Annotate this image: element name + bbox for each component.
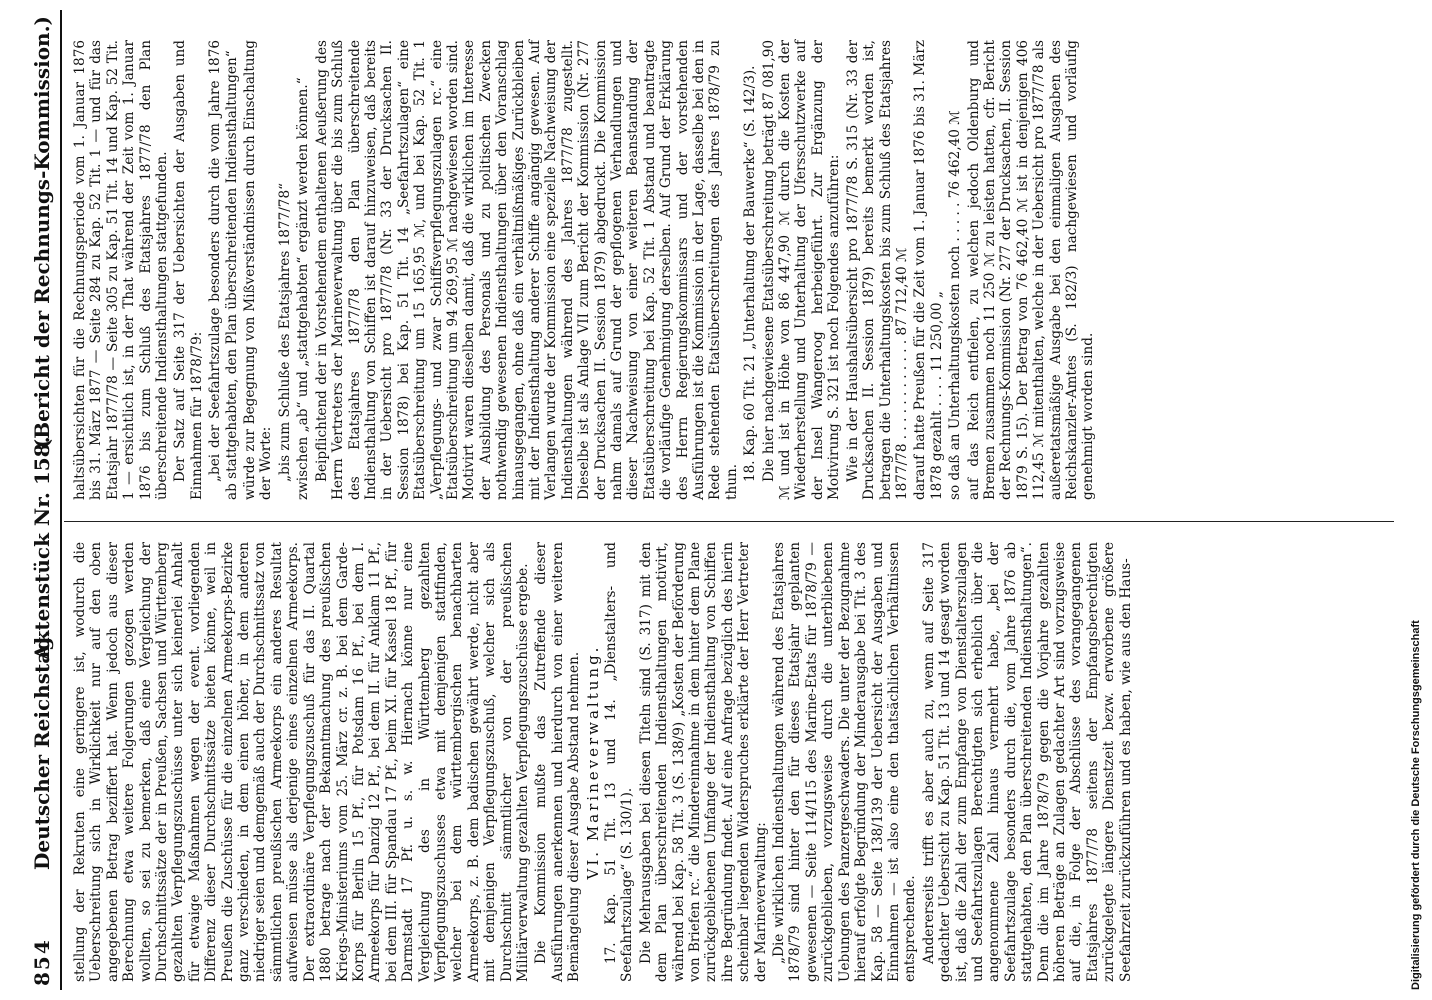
paragraph: stellung der Rekruten eine geringere ist, wodurch die Ueberschreitung sich in Wirklichkeit nur auf den oben angegebenen Betrag beziffert hat. Wenn jedoch aus dieser Berechnung etwa weitere Folgerungen gezogen werden wollten, so sei zu bemerken, daß eine Vergleichung der Durchschnittssätze der in Preußen, Sachsen und Württemberg gezahlten Verpflegungszuschüsse unter sich keinerlei Anhalt für etwaige Maßnahmen wegen der event. vorliegenden Differenz dieser Durchschnittssätze bieten könne, weil in Preußen die Zuschüsse für die einzelnen Armeekorps-Bezirke ganz verschieden, in dem einen höher, in dem anderen niedriger seien und demgemäß auch der Durchschnittssatz von sämmtlichen preußischen Armeekorps ein anderes Resultat aufweisen müsse als derjenige eines einzelnen Armeekorps. Der extraordinäre Verpflegungszuschuß für das II. Quartal 1880 betrage nach der Bekanntmachung des preußischen Kriegs-Ministeriums vom 25. März cr. z. B. bei dem Garde-Korps für Berlin 15 Pf., für Potsdam 16 Pf., bei dem I. Armeekorps für Danzig 12 Pf., bei dem II. für Anklam 11 Pf., bei dem III. für Spandau 17 Pf., beim XI. für Kassel 18 Pf., für Darmstadt 17 Pf. u. s. w. Hiernach könne nur eine Vergleichung des in Württemberg gezahlten Verpflegungszuschusses etwa mit demjenigen stattfinden, welcher bei dem württembergischen benachbarten Armeekorps, z. B. dem badischen gewährt werde, nicht aber mit demjenigen Verpflegungszuschuß, welcher sich als Durchschnitt sämmtlicher von der preußischen Militärverwaltung gezahlten Verpflegungszuschüsse ergebe. xyxy=(72,542,531,982)
paragraph: haltsübersichten für die Rechnungsperiode vom 1. Januar 1876 bis 31. März 1877 — Seite 284 zu Kap. 52 Tit. 1 — und für das Etatsjahr 1877/78 — Seite 305 zu Kap. 51 Tit. 14 und Kap. 52 Tit. 1 — ersichtlich ist, in der That während der Zeit vom 1. Januar 1876 bis zum Schluß des Etatsjahres 1877/78 den Plan überschreitende Indiensthaltungen stattgefunden. xyxy=(72,40,171,500)
section-title: (Bericht der Rechnungs-Kommission.) xyxy=(30,16,54,449)
paragraph: Beipflichtend der in Vorstehendem enthaltenen Aeußerung des Herrn Vertreters der Marineverwaltung über die bis zum Schluß des Etatsjahres 1877/78 den Plan überschreitende Indiensthaltung von Schiffen ist darauf hinzuweisen, daß bereits in der Uebersicht pro 1877/78 (Nr. 33 der Drucksachen II. Session 1878) bei Kap. 51 Tit. 14 „Seefahrtszulagen“ eine Etatsüberschreitung um 15 165,95 ℳ, und bei Kap. 52 Tit. 1 „Verpflegungs- und zwar Schiffsverpflegungszulagen rc.“ eine Etatsüberschreitung um 94 269,95 ℳ nachgewiesen worden sind. Motivirt waren dieselben damit, daß die wirklichen im Interesse der Ausbildung des Personals und zu politischen Zwecken nothwendig gewesenen Indiensthaltungen über den Voranschlag hinausgegangen, ohne daß ein verhältnißmäßiges Zurückbleiben mit der Indiensthaltung anderer Schiffe angängig gewesen. Auf Verlangen wurde der Kommission eine spezielle Nachweisung der Indiensthaltungen während des Jahres 1877/78 zugestellt. Dieselbe ist als Anlage VII zum Bericht der Kommission (Nr. 277 der Drucksachen II. Session 1879) abgedruckt. Die Kommission nahm damals auf Grund der gepflogenen Verhandlungen und dieser Nachweisung von einer weiteren Beanstandung der Etatsüberschreitung bei Kap. 52 Tit. 1 Abstand und beantragte die vorläufige Genehmigung derselben. Auf Grund der Erklärung des Herrn Regierungskommissars und der vorstehenden Ausführungen ist die Kommission in der Lage, dasselbe bei den in Rede stehenden Etatsüberschreitungen des Jahres 1878/79 zu thun. xyxy=(313,40,740,500)
page-header xyxy=(26,10,62,990)
funding-text: Digitalisierung gefördert durch die Deutsche Forschungsgemeinschaft xyxy=(1410,620,1422,990)
funding-footer xyxy=(1408,0,1428,1000)
paragraph: zwischen „ab“ und „stattgehabten“ ergänzt werden können.“ xyxy=(295,77,312,500)
left-column xyxy=(72,542,1136,982)
right-column xyxy=(72,40,1099,500)
paragraph: Der Satz auf Seite 317 der Uebersichten der Ausgaben und Einnahmen für 1878/79: xyxy=(172,40,205,500)
quote: „bis zum Schluße des Etatsjahres 1877/78“ xyxy=(276,182,293,482)
ledger-line: so daß an Unterhaltungskosten noch . . . . . 76 462,40 ℳ xyxy=(947,110,964,500)
paragraph: „Die wirklichen Indiensthaltungen während des Etatsjahres 1878/79 sind hinter den für dieses Etatsjahr geplanten gewesenen — Seite 114/115 des Marine-Etats für 1878/79 — zurückgeblieben, vorzugsweise durch die unterbliebenen Uebungen des Panzergeschwaders. Die unter der Bezugnahme hierauf erfolgte Begründung der Minderausgabe bei Tit. 3 des Kap. 58 — Seite 138/139 der Uebersicht der Ausgaben und Einnahmen — ist also eine den thatsächlichen Verhältnissen entsprechende. xyxy=(771,542,919,982)
paragraph: Wie in der Haushaltsübersicht pro 1877/78 S. 315 (Nr. 33 der Drucksachen II. Session 1879) bereits bemerkt worden ist, betragen die Unterhaltungskosten bis zum Schluß des Etatsjahres 1877/78 . . . . . . . . . . . . 87 712,40 ℳ xyxy=(844,40,910,500)
paragraph: Die Kommission mußte das Zutreffende dieser Ausführungen anerkennen und hierdurch von einer weiteren Bemängelung dieser Ausgabe Abstand nehmen. xyxy=(533,542,583,982)
document-number: Aktenstück Nr. 158. xyxy=(30,436,54,660)
section-heading: VI. Marineverwaltung. xyxy=(583,644,602,880)
item-heading: 18. Kap. 60 Tit. 21 „Unterhaltung der Bauwerke“ (S. 142/3). xyxy=(742,65,759,482)
paragraph: auf das Reich entfielen, zu welchen jedoch Oldenburg und Bremen zusammen noch 11 250 ℳ zu leisten hatten, cfr. Bericht der Rechnungs-Kommission (Nr. 277 der Drucksachen, II. Session 1879 S. 15). Der Betrag von 76 462,40 ℳ ist in denjenigen 406 112,45 ℳ mitenthalten, welche in der Uebersicht pro 1877/78 als außeretatsmäßige Ausgabe bei den einmaligen Ausgaben des Reichskanzler-Amtes (S. 182/3) nachgewiesen und vorläufig genehmigt worden sind. xyxy=(965,40,1097,500)
paragraph: Die hier nachgewiesene Etatsüberschreitung beträgt 87 081,90 ℳ und ist in Höhe von 86 447,90 ℳ durch die Kosten der Wiederherstellung und Unterhaltung der Ufersschutzwerke auf der Insel Wangeroog herbeigeführt. Zur Ergänzung der Motivirung S. 321 ist noch Folgendes anzuführen: xyxy=(760,40,843,500)
publication-title: Deutscher Reichstag. xyxy=(30,629,54,870)
paragraph: Andererseits trifft es aber auch zu, wenn auf Seite 317 gedachter Uebersicht zu Kap. 51 Tit. 13 und 14 gesagt worden ist, daß die Zahl der zum Empfange von Dienstalterszulagen und Seefahrtszulagen Berechtigten sich erheblich über die angenommene Zahl hinaus vermehrt habe, „bei der Seefahrtszulage besonders durch die, vom Jahre 1876 ab stattgehabten, den Plan überschreitenden Indiensthaltungen“. Denn die im Jahre 1878/79 gegen die Vorjahre gezahlten höheren Beträge an Zulagen gedachter Art sind vorzugsweise auf die, in Folge der Abschlüsse des vorangegangenen Etatsjahres 1877/78 seitens der Empfangsberechtigten zurückgelegte längere Dienstzeit bezw. erworbene größere Seefahrzeit zurückzuführen und es haben, wie aus den Haus- xyxy=(920,542,1134,982)
ledger-line: darauf hatte Preußen für die Zeit vom 1. Januar 1876 bis 31. März 1878 gezahlt . . . . 11 250,00 „ xyxy=(912,40,945,500)
newspaper-page xyxy=(20,10,1420,990)
paragraph: Die Mehrausgaben bei diesen Titeln sind (S. 317) mit den dem Plan überschreitenden Indiensthaltungen motivirt, während bei Kap. 58 Tit. 3 (S. 138/9) „Kosten der Beförderung von Briefen rc.“ die Mindereinnahme in dem hinter dem Plane zurückgebliebenen Umfange der Indiensthaltung von Schiffen ihre Begründung findet. Auf eine Anfrage bezüglich des hierin scheinbar liegenden Widerspruches erklärte der Herr Vertreter der Marineverwaltung: xyxy=(637,542,769,982)
item-heading: 17. Kap. 51 Tit. 13 und 14. „Dienstalters- und Seefahrtszulage“ (S. 130/1). xyxy=(603,542,636,982)
page-number: 854 xyxy=(30,938,54,986)
quote: „bei der Seefahrtszulage besonders durch die vom Jahre 1876 ab stattgehabten, den Plan überschreitenden Indiensthaltungen“ xyxy=(207,40,240,500)
column-divider xyxy=(64,521,1394,522)
paragraph: würde zur Begegnung von Mißverständnissen durch Einschaltung der Worte: xyxy=(242,40,275,500)
